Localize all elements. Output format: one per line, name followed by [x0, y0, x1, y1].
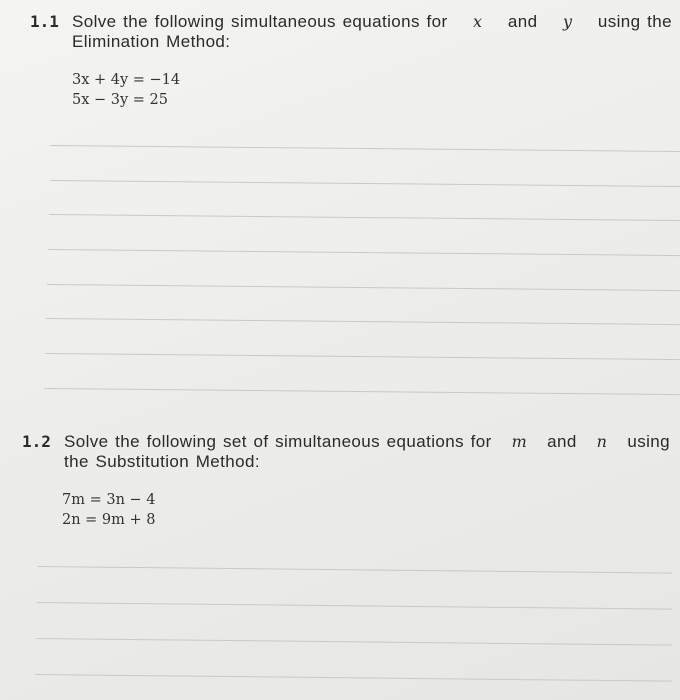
answer-line[interactable] [37, 602, 672, 610]
answer-line[interactable] [50, 180, 680, 187]
question-text-and: and [507, 12, 538, 31]
question-number: 1.2 [22, 432, 51, 451]
question-header [22, 432, 670, 472]
variable-x: x [473, 12, 483, 31]
question-text-end: using the [597, 12, 672, 31]
equation: 5x − 3y = 25 [72, 92, 169, 108]
question-text [72, 12, 672, 52]
variable-m: m [511, 432, 528, 451]
answer-line[interactable] [50, 145, 680, 152]
question-text-part: Solve the following set of simultaneous equations for [64, 432, 492, 451]
equation-system [72, 70, 672, 110]
answer-line[interactable] [49, 214, 680, 221]
question-text-and: and [547, 432, 577, 451]
question-text-line2: the Substitution Method: [64, 452, 260, 471]
equation: 2n = 9m + 8 [62, 512, 156, 528]
answer-line[interactable] [46, 318, 680, 325]
answer-line[interactable] [36, 638, 672, 646]
question-text-part: Solve the following simultaneous equations for [72, 12, 448, 31]
question-text [64, 432, 670, 472]
answer-line[interactable] [48, 249, 680, 256]
equation: 3x + 4y = −14 [72, 72, 181, 88]
answer-line[interactable] [35, 674, 672, 682]
answer-line[interactable] [38, 566, 672, 574]
variable-y: y [562, 12, 573, 31]
equation: 7m = 3n − 4 [62, 492, 156, 508]
answer-line[interactable] [45, 353, 680, 360]
question-text-end: using [627, 432, 670, 451]
variable-n: n [596, 432, 608, 451]
answer-line[interactable] [47, 284, 680, 291]
question-header [30, 12, 672, 52]
equation-system [62, 490, 670, 530]
question-1-1 [30, 12, 672, 110]
answer-line[interactable] [44, 388, 680, 395]
question-number: 1.1 [30, 12, 59, 31]
question-text-line2: Elimination Method: [72, 32, 231, 51]
question-1-2 [22, 432, 670, 530]
